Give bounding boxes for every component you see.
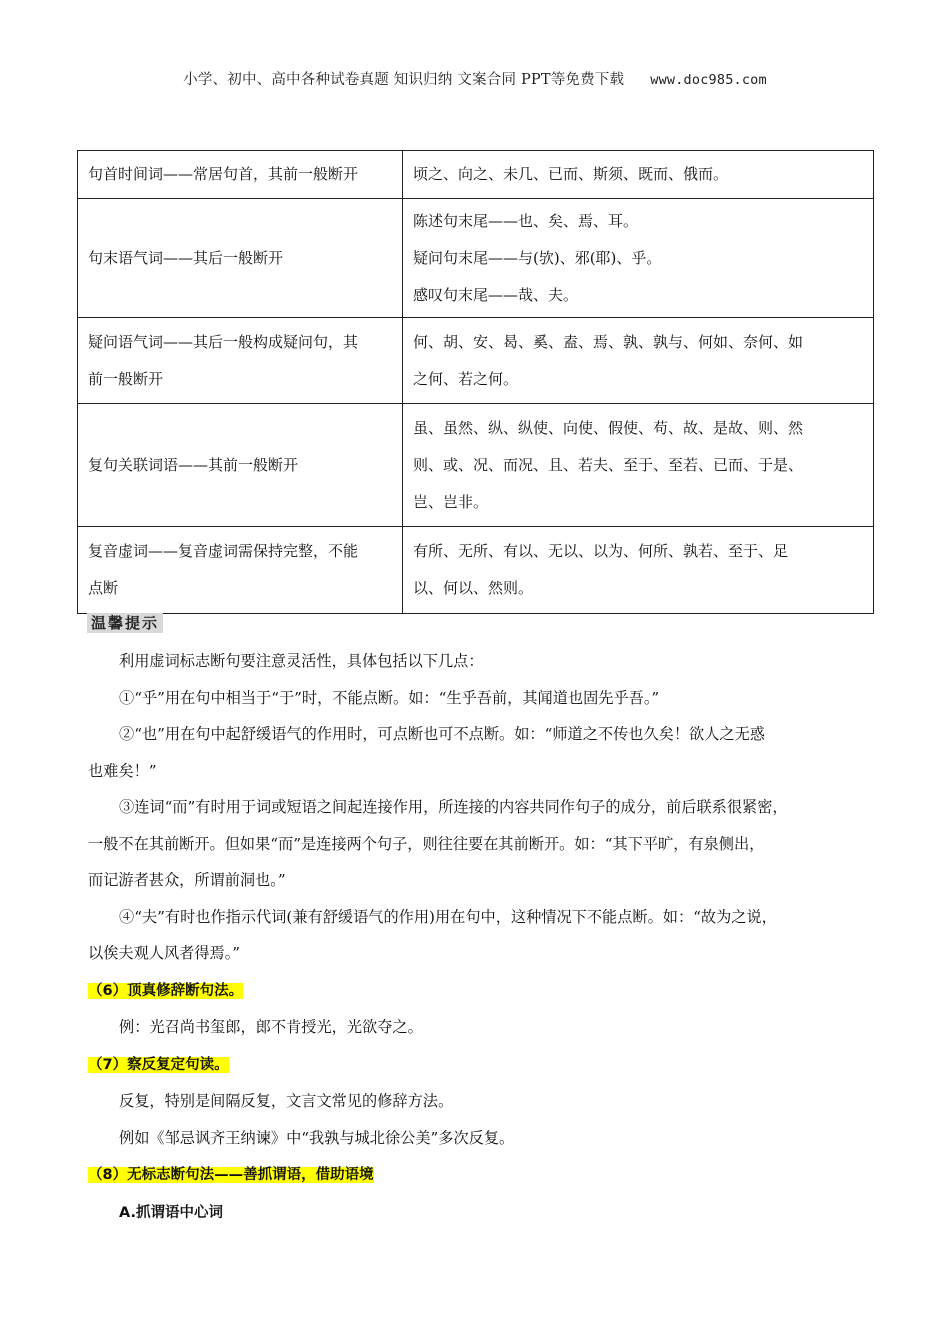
tip-intro: 利用虚词标志断句要注意灵活性，具体包括以下几点：: [119, 652, 484, 670]
tip-item-3-line-3: 而记游者甚众，所谓前洞也。”: [88, 871, 286, 889]
tip-item-2-line-2: 也难矣！”: [88, 761, 157, 780]
row-label-line: 点断: [88, 579, 119, 597]
section-8-subheading: A.抓谓语中心词: [119, 1204, 223, 1221]
row-words-line: 何、胡、安、曷、奚、盍、焉、孰、孰与、何如、奈何、如: [413, 332, 804, 351]
row-words-line: 虽、虽然、纵、纵使、向使、假使、苟、故、是故、则、然: [413, 418, 804, 437]
tip-item-4-line-2: 以俟夫观人风者得焉。”: [88, 944, 241, 962]
row-words-line: 感叹句末尾——哉、夫。: [413, 285, 579, 304]
row-words: [403, 318, 874, 404]
section-6-example: 例：光召尚书玺郎，郎不肯授光，光欲夺之。: [119, 1018, 423, 1036]
row-words-line: 之何、若之何。: [413, 369, 519, 388]
tip-body: [88, 643, 863, 1231]
tip-item-1: ①“乎”用在句中相当于“于”时，不能点断。如：“生乎吾前，其闻道也固先乎吾。”: [119, 688, 660, 707]
row-label-line: 复音虚词——复音虚词需保持完整，不能: [88, 542, 359, 560]
tip-title: 温馨提示: [87, 613, 163, 633]
row-words: [403, 527, 874, 614]
row-words-line: 则、或、况、而况、且、若夫、至于、至若、已而、于是、: [413, 455, 804, 474]
tip-item-3-line-1: ③连词“而”有时用于词或短语之间起连接作用，所连接的内容共同作句子的成分，前后联系很紧密，: [119, 798, 788, 816]
row-label: 句末语气词——其后一般断开: [78, 199, 403, 318]
row-words: [403, 404, 874, 527]
row-words-line: 陈述句末尾——也、矣、焉、耳。: [413, 211, 639, 230]
tip-item-3-line-2: 一般不在其前断开。但如果“而”是连接两个句子，则往往要在其前断开。如：“其下平旷，有泉侧出，: [88, 834, 765, 853]
row-words-line: 疑问句末尾——与(欤)、邪(耶)、乎。: [413, 248, 662, 267]
section-6-heading-row: [88, 972, 863, 1010]
tip-item-2-line-1: ②“也”用在句中起舒缓语气的作用时，可点断也可不点断。如：“师道之不传也久矣！欲人之无惑: [119, 725, 765, 743]
table-row: [78, 199, 874, 318]
row-label: [78, 527, 403, 614]
function-word-table: [77, 150, 874, 614]
header-text: 小学、初中、高中各种试卷真题 知识归纳 文案合同 PPT等免费下载: [183, 72, 625, 88]
section-6-heading: （6）顶真修辞断句法。: [88, 982, 244, 999]
tip-item-4-line-1: ④“夫”有时也作指示代词(兼有舒缓语气的作用)用在句中，这种情况下不能点断。如：“故为之说，: [119, 907, 777, 926]
section-7-line-1: 反复，特别是间隔反复，文言文常见的修辞方法。: [119, 1092, 454, 1110]
row-words-line: 顷之、向之、未几、已而、斯须、既而、俄而。: [413, 165, 729, 183]
row-label-line: 前一般断开: [88, 369, 164, 388]
row-words: [403, 199, 874, 318]
table-row: [78, 318, 874, 404]
table-row: [78, 527, 874, 614]
table-row: [78, 151, 874, 199]
row-label: 复句关联词语——其前一般断开: [78, 404, 403, 527]
section-7-heading: （7）察反复定句读。: [88, 1056, 229, 1073]
row-label: [78, 318, 403, 404]
section-8-heading-row: [88, 1156, 863, 1194]
table-row: [78, 404, 874, 527]
section-7-heading-row: [88, 1046, 863, 1084]
row-words: [403, 151, 874, 199]
header-url: www.doc985.com: [650, 72, 767, 88]
section-8-subheading-row: [88, 1194, 863, 1232]
row-words-line: 以、何以、然则。: [413, 579, 534, 597]
section-7-line-2: 例如《邹忌讽齐王纳谏》中“我孰与城北徐公美”多次反复。: [119, 1128, 515, 1147]
page-header: [0, 68, 950, 89]
row-words-line: 岂、岂非。: [413, 492, 489, 511]
row-label-line: 疑问语气词——其后一般构成疑问句，其: [88, 332, 359, 351]
section-8-heading: （8）无标志断句法——善抓谓语，借助语境: [88, 1167, 374, 1183]
row-words-line: 有所、无所、有以、无以、以为、何所、孰若、至于、足: [413, 542, 789, 560]
row-label: 句首时间词——常居句首，其前一般断开: [78, 151, 403, 199]
